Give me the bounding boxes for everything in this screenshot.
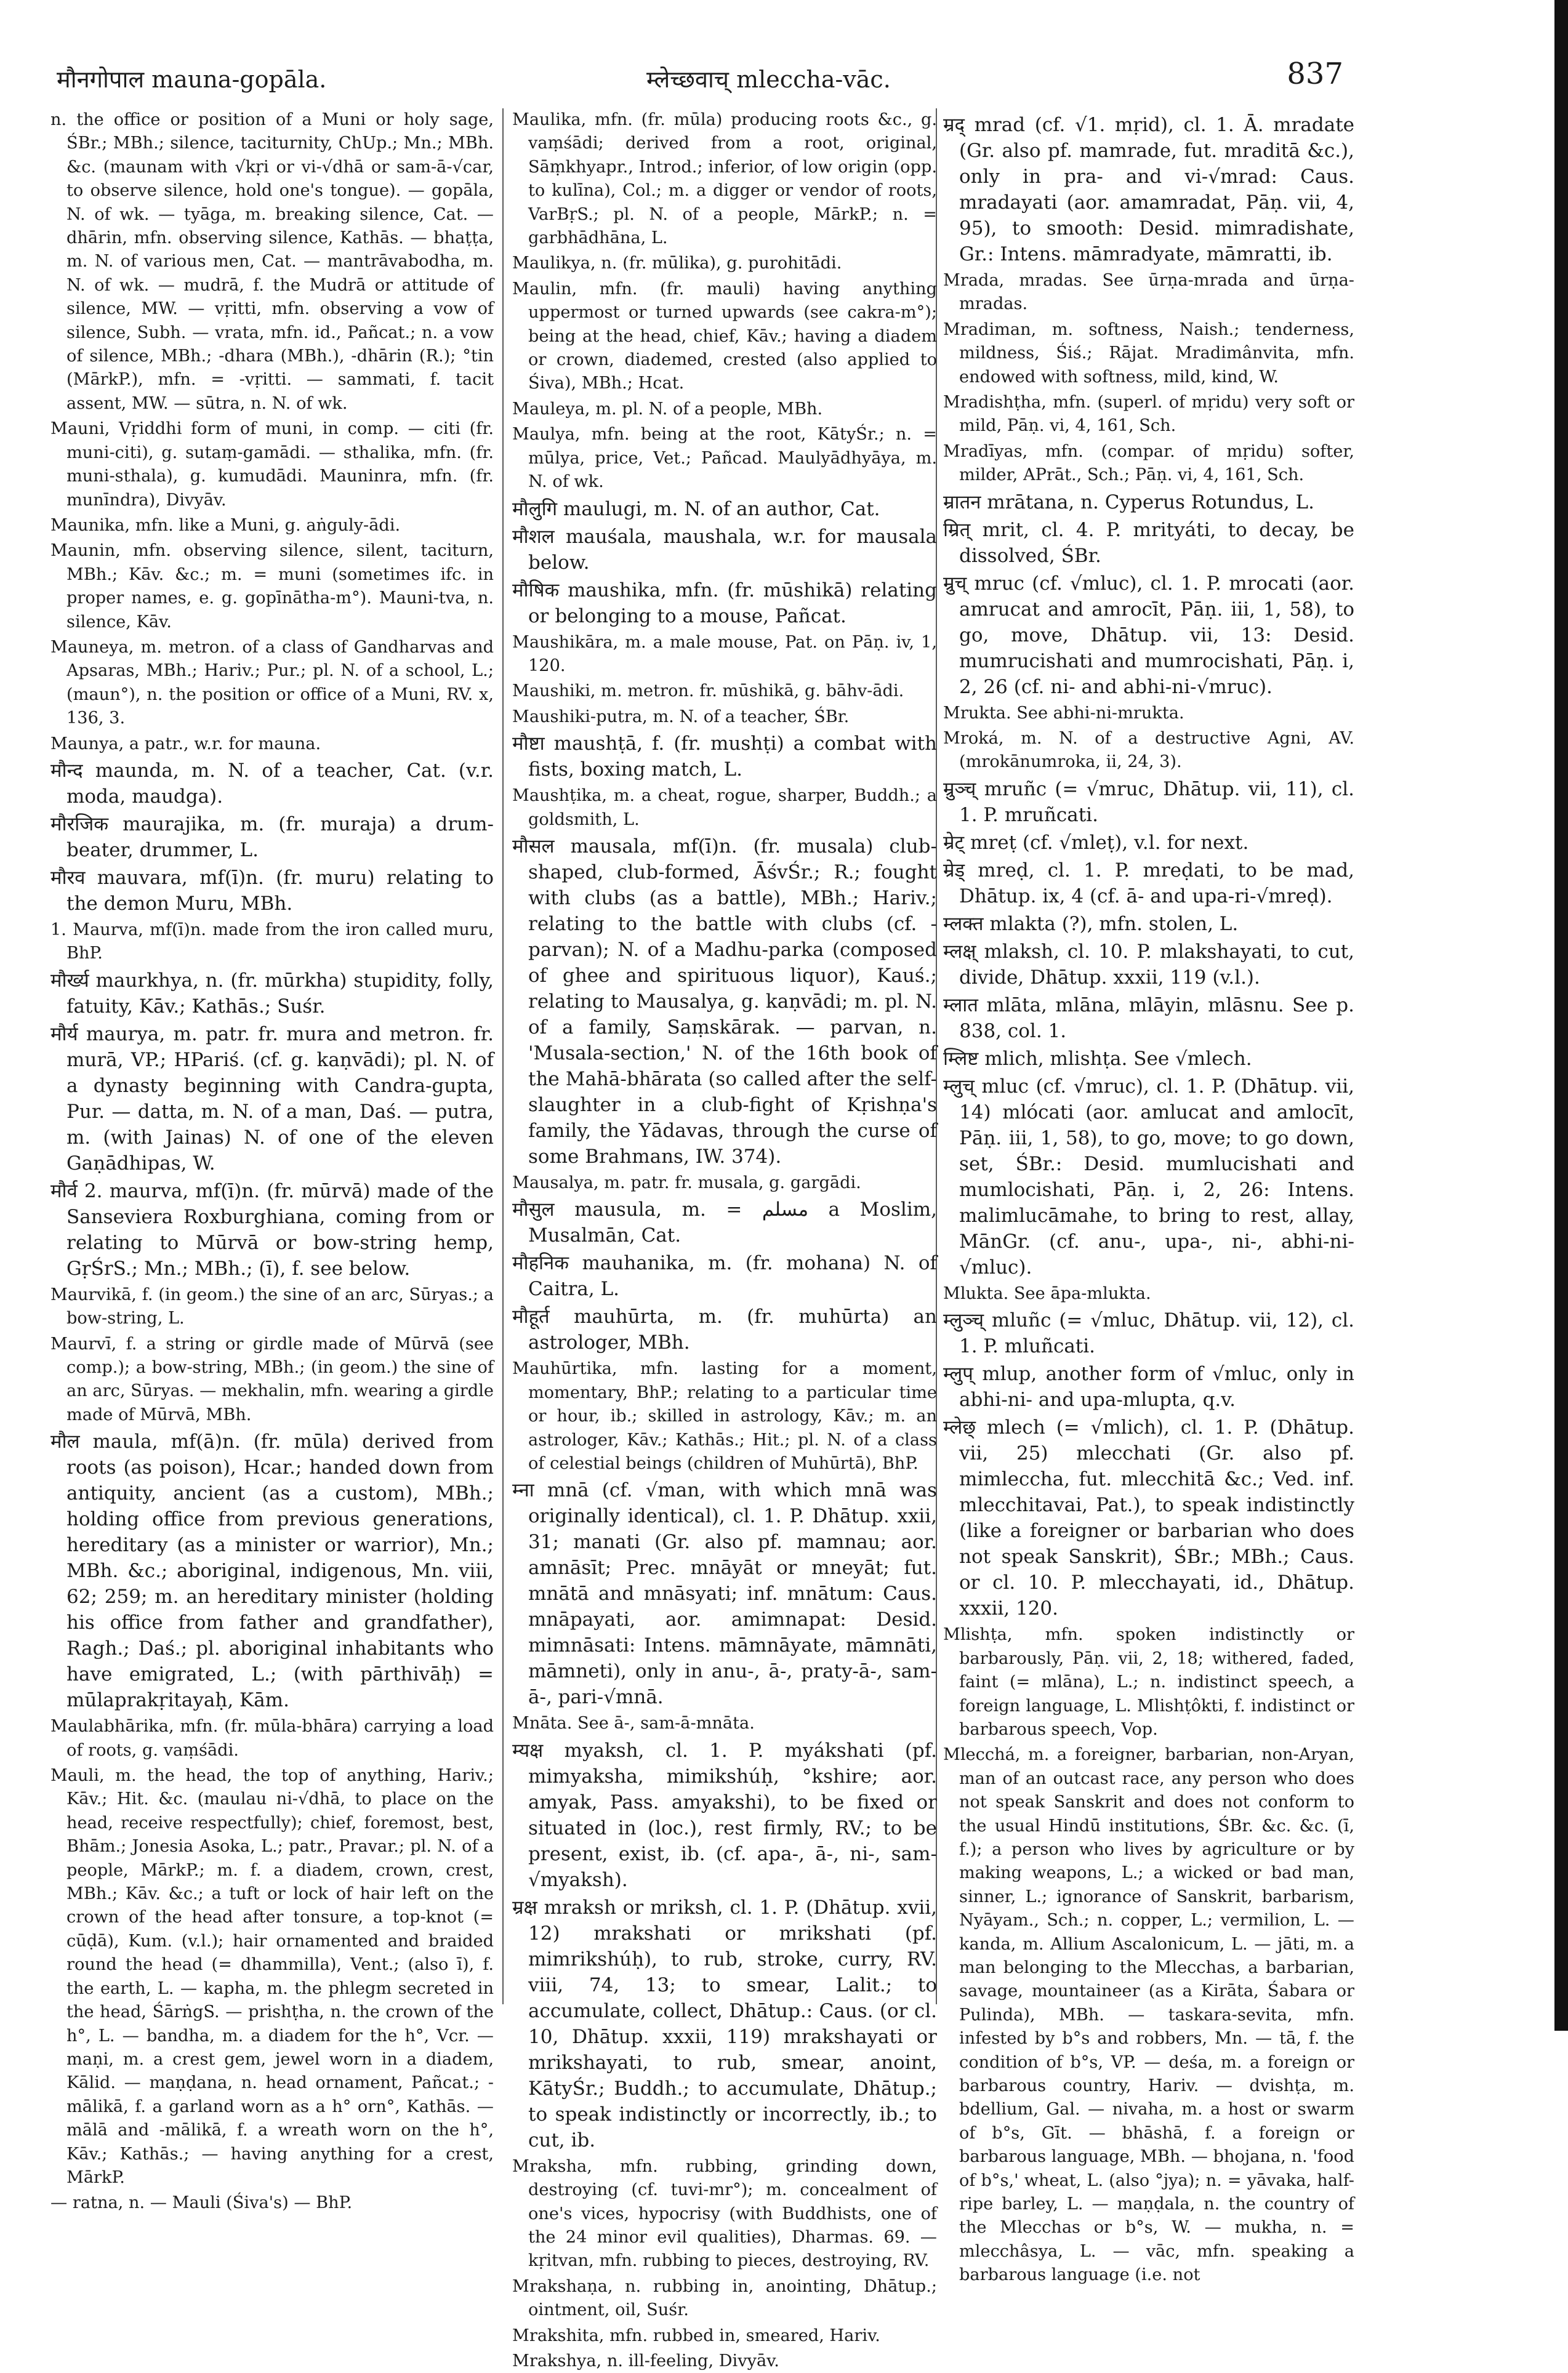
headword-entry: म्लुच् mluc (cf. √mruc), cl. 1. P. (Dhātup. vii, 14) mlócati (aor. amlucat and amlocīt, Pāṇ. iii, 1, 58), to go, move; to go down, set, ŚBr.: Desid. mumlucishati and mumlocishati, Pāṇ. i, 2, 26: Intens. malimlucāmahe, to bring to rest, allay, MānGr. (cf. anu-, upa-, ni-, abhi-ni-√mluc). — [943, 1075, 1354, 1279]
headword-entry: म्रुच् mruc (cf. √mluc), cl. 1. P. mrocati (aor. amrucat and amrocīt, Pāṇ. iii, 1, 58), to go, move, Dhātup. vii, 13: Desid. mumrucishati and mumrocishati, Pāṇ. i, 2, 26 (cf. ni- and abhi-ni-√mruc). — [943, 572, 1354, 698]
dictionary-entry: Maulya, mfn. being at the root, KātyŚr.; n. = mūlya, price, Vet.; Pañcad. Maulyādhyāya, m. N. of wk. — [512, 425, 937, 492]
headword-entry: म्लुञ्च् mluñc (= √mluc, Dhātup. vii, 12), cl. 1. P. mluñcati. — [943, 1309, 1354, 1358]
dictionary-entry: Mradiman, m. softness, Naish.; tenderness, mildness, Śiś.; Rājat. Mradimânvita, mfn. endowed with softness, mild, kind, W. — [943, 319, 1354, 387]
headword-entry: मौसल mausala, mf(ī)n. (fr. musala) club-shaped, club-formed, ĀśvŚr.; R.; fought with clubs (as a battle), MBh.; Hariv.; relating to the battle with clubs (cf. -parvan); N. of a Madhu-parka (composed of ghee and spirituous liquor), Kauś.; relating to Mausalya, g. kaṇvādi; m. pl. N. of a family, Saṃskārak. — parvan, n. 'Musala-section,' N. of the 16th book of the Mahā-bhārata (so called after the self-slaughter in a club-fight of Kṛishṇa's family, the Yādavas, through the curse of some Brahmans, IW. 374). — [512, 835, 937, 1168]
dictionary-entry: Mroká, m. N. of a destructive Agni, AV. (mrokānumroka, ii, 24, 3). — [943, 729, 1354, 772]
dictionary-entry: 1. Maurva, mf(ī)n. made from the iron called muru, BhP. — [50, 920, 494, 963]
dictionary-entry: Mnāta. See ā-, sam-ā-mnāta. — [512, 1714, 755, 1733]
column-divider — [502, 108, 504, 2004]
column-3 — [943, 108, 1354, 2285]
headword-entry: मौर्य maurya, m. patr. fr. mura and metron. fr. murā, VP.; HPariś. (cf. g. kaṇvādi); pl. N. of a dynasty beginning with Candra-gupta, Pur. — datta, m. N. of a man, Daś. — putra, m. (with Jainas) N. of one of the eleven Gaṇādhipas, W. — [50, 1022, 494, 1174]
headword-entry: मौसुल mausula, m. = مسلم a Moslim, Musalmān, Cat. — [512, 1199, 937, 1247]
dictionary-entry: Mraksha, mfn. rubbing, grinding down, destroying (cf. tuvi-mr°); m. concealment of one's vices, hypocrisy (with Buddhists, one of the 24 minor evil qualities), Dharmas. 69. — kṛitvan, mfn. rubbing to pieces, destroying, RV. — [512, 2156, 937, 2271]
headword-entry: मौहूर्त mauhūrta, m. (fr. muhūrta) an astrologer, MBh. — [512, 1306, 937, 1354]
dictionary-entry: Mradishṭha, mfn. (superl. of mṛidu) very soft or mild, Pāṇ. vi, 4, 161, Sch. — [943, 393, 1354, 436]
dictionary-entry: n. the office or position of a Muni or holy sage, ŚBr.; MBh.; silence, taciturnity, ChUp.; Mn.; MBh. &c. (maunam with √kṛi or vi-√dhā or sam-ā-√car, to observe silence, hold one's tongue). — gopāla, N. of wk. — tyāga, m. breaking silence, Cat. — dhārin, mfn. observing silence, Kathās. — bhaṭṭa, m. N. of various men, Cat. — mantrāvabodha, m. N. of wk. — mudrā, f. the Mudrā or attitude of silence, MW. — vṛitti, mfn. observing a vow of silence, Subh. — vrata, mfn. id., Pañcat.; n. a vow of silence, MBh.; -dhara (MBh.), -dhārin (R.); °tin (MārkP.), mfn. = -vṛitti. — sammati, f. tacit assent, MW. — sūtra, n. N. of wk. — [50, 110, 494, 413]
dictionary-entry: Mausalya, m. patr. fr. musala, g. gargādi. — [512, 1173, 861, 1192]
dictionary-entry: Maushṭika, m. a cheat, rogue, sharper, Buddh.; a goldsmith, L. — [512, 786, 937, 829]
column-1 — [50, 108, 494, 2213]
page-binding-edge — [1554, 0, 1568, 2031]
headword-entry: म्लक्त mlakta (?), mfn. stolen, L. — [943, 912, 1239, 935]
dictionary-entry: Maulika, mfn. (fr. mūla) producing roots &c., g. vaṃśādi; derived from a root, original, Sāṃkhyapr., Introd.; inferior, of low origin (opp. to kulīna), Col.; m. a digger or vendor of roots, VarBṛS.; pl. N. of a people, MārkP.; n. = garbhādhāna, L. — [512, 110, 937, 248]
header-right-catchword: म्लेच्छवाच् mleccha-vāc. — [646, 66, 891, 93]
page-number: 837 — [1287, 57, 1343, 91]
column-2 — [512, 108, 937, 2371]
dictionary-entry: Mrakshya, n. ill-feeling, Divyāv. — [512, 2351, 779, 2371]
dictionary-entry: Mauneya, m. metron. of a class of Gandharvas and Apsaras, MBh.; Hariv.; Pur.; pl. N. of a school, L.; (maun°), n. the position or office of a Muni, RV. x, 136, 3. — [50, 637, 494, 728]
dictionary-entry: Mrakshita, mfn. rubbed in, smeared, Hariv. — [512, 2326, 880, 2345]
headword-entry: म्रेड् mreḍ, cl. 1. P. mreḍati, to be mad, Dhātup. ix, 4 (cf. ā- and upa-ri-√mreḍ). — [943, 859, 1354, 907]
headword-entry: म्रुञ्च् mruñc (= √mruc, Dhātup. vii, 11), cl. 1. P. mruñcati. — [943, 777, 1354, 826]
dictionary-entry: Maurvī, f. a string or girdle made of Mūrvā (see comp.); a bow-string, MBh.; (in geom.) the sine of an arc, Sūryas. — mekhalin, mfn. wearing a girdle made of Mūrvā, MBh. — [50, 1334, 494, 1424]
dictionary-entry: Maushiki-putra, m. N. of a teacher, ŚBr. — [512, 707, 850, 726]
headword-entry: म्लात mlāta, mlāna, mlāyin, mlāsnu. See p. 838, col. 1. — [943, 994, 1354, 1042]
dictionary-entry: Mauleya, m. pl. N. of a people, MBh. — [512, 399, 823, 419]
dictionary-entry: Maushiki, m. metron. fr. mūshikā, g. bāhv-ādi. — [512, 681, 904, 701]
headword-entry: म्लिष्ट mlich, mlishṭa. See √mlech. — [943, 1047, 1252, 1070]
headword-entry: म्यक्ष myaksh, cl. 1. P. myákshati (pf. mimyaksha, mimikshúḥ, °kshire; aor. amyak, Pass. amyakshi), to be fixed or situated in (loc.), rest firmly, RV.; to be present, exist, ib. (cf. apa-, ā-, ni-, sam-√myaksh). — [512, 1739, 937, 1891]
dictionary-entry: Maulin, mfn. (fr. mauli) having anything uppermost or turned upwards (see cakra-m°); being at the head, chief, Kāv.; having a diadem or crown, diademed, crested (also applied to Śiva), MBh.; Hcat. — [512, 279, 937, 393]
dictionary-entry: Mlecchá, m. a foreigner, barbarian, non-Aryan, man of an outcast race, any person who does not speak Sanskrit and does not conform to the usual Hindū institutions, ŚBr. &c. &c. (ī, f.); a person who lives by agriculture or by making weapons, L.; a wicked or bad man, sinner, L.; ignorance of Sanskrit, barbarism, Nyāyam., Sch.; n. copper, L.; vermilion, L. — kanda, m. Allium Ascalonicum, L. — jāti, m. a man belonging to the Mlecchas, a barbarian, savage, mountaineer (as a Kirāta, Śabara or Pulinda), MBh. — taskara-sevita, mfn. infested by b°s and robbers, Mn. — tā, f. the condition of b°s, VP. — deśa, m. a foreign or barbarous country, Hariv. — dvishṭa, m. bdellium, Gal. — nivaha, m. a host or swarm of b°s, Gīt. — bhāshā, f. a foreign or barbarous language, MBh. — bhojana, n. 'food of b°s,' wheat, L. (also °jya); n. = yāvaka, half-ripe barley, L. — maṇḍala, n. the country of the Mlecchas or b°s, W. — mukha, n. = mlecchâsya, L. — vāc, mfn. speaking a barbarous language (i.e. not — [943, 1745, 1354, 2285]
dictionary-entry: Mlukta. See āpa-mlukta. — [943, 1283, 1151, 1303]
dictionary-entry: Mrada, mradas. See ūrṇa-mrada and ūrṇa-mradas. — [943, 271, 1354, 314]
dictionary-entry: Mauhūrtika, mfn. lasting for a moment, momentary, BhP.; relating to a particular time or hour, ib.; skilled in astrology, Kāv.; m. an astrologer, Kāv.; Kathās.; Hit.; pl. N. of a class of celestial beings (children of Muhūrtā), BhP. — [512, 1359, 937, 1473]
dictionary-entry: Maunika, mfn. like a Muni, g. aṅguly-ādi. — [50, 515, 401, 535]
running-header — [57, 57, 1343, 100]
headword-entry: मौल maula, mf(ā)n. (fr. mūla) derived from roots (as poison), Hcar.; handed down from antiquity, ancient (as a custom), MBh.; holding office from previous generations, hereditary (as a minister or warrior), Mn.; MBh. &c.; aboriginal, indigenous, Mn. viii, 62; 259; m. an hereditary minister (holding his office from father and grandfather), Ragh.; Daś.; pl. aboriginal inhabitants who have emigrated, L.; (with pārthivāḥ) = mūlaprakṛitayaḥ, Kām. — [50, 1431, 494, 1712]
headword-entry: मौन्द maunda, m. N. of a teacher, Cat. (v.r. moda, maudga). — [50, 759, 494, 808]
headword-entry: मौलुगि maulugi, m. N. of an author, Cat. — [512, 497, 880, 520]
dictionary-entry: Maulikya, n. (fr. mūlika), g. purohitādi. — [512, 254, 842, 273]
headword-entry: म्रक्ष mraksh or mriksh, cl. 1. P. (Dhātup. xvii, 12) mrakshati or mrikshati (pf. mimrikshúḥ), to rub, stroke, curry, RV. viii, 74, 13; to smear, Lalit.; to accumulate, collect, Dhātup.: Caus. (or cl. 10, Dhātup. xxxii, 119) mrakshayati or mrikshayati, to rub, smear, anoint, KātyŚr.; Buddh.; to accumulate, Dhātup.; to speak indistinctly or incorrectly, ib.; to cut, ib. — [512, 1896, 937, 2151]
headword-entry: मौर्व 2. maurva, mf(ī)n. (fr. mūrvā) made of the Sanseviera Roxburghiana, coming from or relating to Mūrvā or bow-string hemp, GṛŚrS.; Mn.; MBh.; (ī), f. see below. — [50, 1179, 494, 1280]
dictionary-entry: Maushikāra, m. a male mouse, Pat. on Pāṇ. iv, 1, 120. — [512, 632, 937, 675]
headword-entry: म्लक्ष् mlaksh, cl. 10. P. mlakshayati, to cut, divide, Dhātup. xxxii, 119 (v.l.). — [943, 940, 1354, 989]
headword-entry: म्ना mnā (cf. √man, with which mnā was originally identical), cl. 1. P. Dhātup. xxii, 31; manati (Gr. also pf. mamnau; aor. amnāsīt; Prec. mnāyāt or mneyāt; fut. mnātā and mnāsyati; inf. mnātum: Caus. mnāpayati, aor. amimnapat: Desid. mimnāsati: Intens. māmnāyate, māmnāti, māmneti), only in anu-, ā-, praty-ā-, sam-ā-, pari-√mnā. — [512, 1479, 937, 1709]
headword-entry: मौरजिक maurajika, m. (fr. muraja) a drum-beater, drummer, L. — [50, 813, 494, 861]
headword-entry: म्रित् mrit, cl. 4. P. mrityáti, to decay, be dissolved, ŚBr. — [943, 518, 1354, 567]
header-left-catchword: मौनगोपाल mauna-gopāla. — [57, 66, 327, 93]
dictionary-entry: Maunya, a patr., w.r. for mauna. — [50, 734, 321, 753]
headword-entry: म्रातन mrātana, n. Cyperus Rotundus, L. — [943, 491, 1314, 513]
headword-entry: म्लुप् mlup, another form of √mluc, only in abhi-ni- and upa-mlupta, q.v. — [943, 1363, 1354, 1411]
dictionary-entry: Mauli, m. the head, the top of anything, Hariv.; Kāv.; Hit. &c. (maulau ni-√dhā, to place on the head, receive respectfully); chief, foremost, best, Bhām.; Jonesia Asoka, L.; patr., Pravar.; pl. N. of a people, MārkP.; m. f. a diadem, crown, crest, MBh.; Kāv. &c.; a tuft or lock of hair left on the crown of the head after tonsure, a top-knot (= cūḍā), Kum. (v.l.); hair ornamented and braided round the head (= dhammilla), Vent.; (also ī), f. the earth, L. — kapha, m. the phlegm secreted in the head, ŚārṅgS. — prishṭha, n. the crown of the h°, L. — bandha, m. a diadem for the h°, Vcr. — maṇi, m. a crest gem, jewel worn in a diadem, Kālid. — maṇḍana, n. head ornament, Pañcat.; -mālikā, f. a garland worn as a h° orn°, Kathās. — mālā and -mālikā, f. a wreath worn on the h°, Kāv.; Kathās.; — having anything for a crest, MārkP. — [50, 1766, 494, 2187]
headword-entry: म्लेछ् mlech (= √mlich), cl. 1. P. (Dhātup. vii, 25) mlecchati (Gr. also pf. mimleccha, fut. mlecchitā &c.; Ved. inf. mlecchitavai, Pat.), to speak indistinctly (like a foreigner or barbarian who does not speak Sanskrit), ŚBr.; MBh.; Caus. or cl. 10. P. mlecchayati, id., Dhātup. xxxii, 120. — [943, 1416, 1354, 1620]
dictionary-entry: Mrukta. See abhi-ni-mrukta. — [943, 703, 1184, 723]
dictionary-entry: Maurvikā, f. (in geom.) the sine of an arc, Sūryas.; a bow-string, L. — [50, 1285, 494, 1328]
headword-entry: मौषिक maushika, mfn. (fr. mūshikā) relating or belonging to a mouse, Pañcat. — [512, 579, 937, 627]
dictionary-entry: — ratna, n. — Mauli (Śiva's) — BhP. — [50, 2193, 353, 2213]
dictionary-entry: Mradīyas, mfn. (compar. of mṛidu) softer, milder, APrāt., Sch.; Pāṇ. vi, 4, 161, Sch. — [943, 441, 1354, 485]
headword-entry: मौर्ख्य maurkhya, n. (fr. mūrkha) stupidity, folly, fatuity, Kāv.; Kathās.; Suśr. — [50, 969, 494, 1018]
dictionary-entry: Mrakshaṇa, n. rubbing in, anointing, Dhātup.; ointment, oil, Suśr. — [512, 2276, 937, 2320]
dictionary-entry: Maunin, mfn. observing silence, silent, taciturn, MBh.; Kāv. &c.; m. = muni (sometimes ifc. in proper names, e. g. gopīnātha-m°). Mauni-tva, n. silence, Kāv. — [50, 541, 494, 632]
headword-entry: म्रेट् mreṭ (cf. √mleṭ), v.l. for next. — [943, 831, 1249, 854]
dictionary-entry: Mauni, Vṛiddhi form of muni, in comp. — citi (fr. muni-citi), g. sutaṃ-gamādi. — sthalika, mfn. (fr. muni-sthala), g. kumudādi. Mauninra, mfn. (fr. munīndra), Divyāv. — [50, 419, 494, 510]
dictionary-entry: Mlishṭa, mfn. spoken indistinctly or barbarously, Pāṇ. vii, 2, 18; withered, faded, faint (= mlāna), L.; n. indistinct speech, a foreign language, L. Mlishṭôkti, f. indistinct or barbarous speech, Vop. — [943, 1625, 1354, 1739]
headword-entry: मौशल mauśala, maushala, w.r. for mausala below. — [512, 525, 937, 574]
headword-entry: मौहनिक mauhanika, m. (fr. mohana) N. of Caitra, L. — [512, 1252, 937, 1301]
headword-entry: म्रद् mrad (cf. √1. mṛid), cl. 1. Ā. mradate (Gr. also pf. mamrade, fut. mraditā &c.), only in pra- and vi-√mrad: Caus. mradayati (aor. amamradat, Pāṇ. vii, 4, 95), to smooth: Desid. mimradishate, Gr.: Intens. māmradyate, māmratti, ib. — [943, 114, 1354, 265]
headword-entry: मौरव mauvara, mf(ī)n. (fr. muru) relating to the demon Muru, MBh. — [50, 866, 494, 915]
headword-entry: मौष्टा maushṭā, f. (fr. mushṭi) a combat with fists, boxing match, L. — [512, 733, 937, 781]
dictionary-entry: Maulabhārika, mfn. (fr. mūla-bhāra) carrying a load of roots, g. vaṃśādi. — [50, 1717, 494, 1760]
